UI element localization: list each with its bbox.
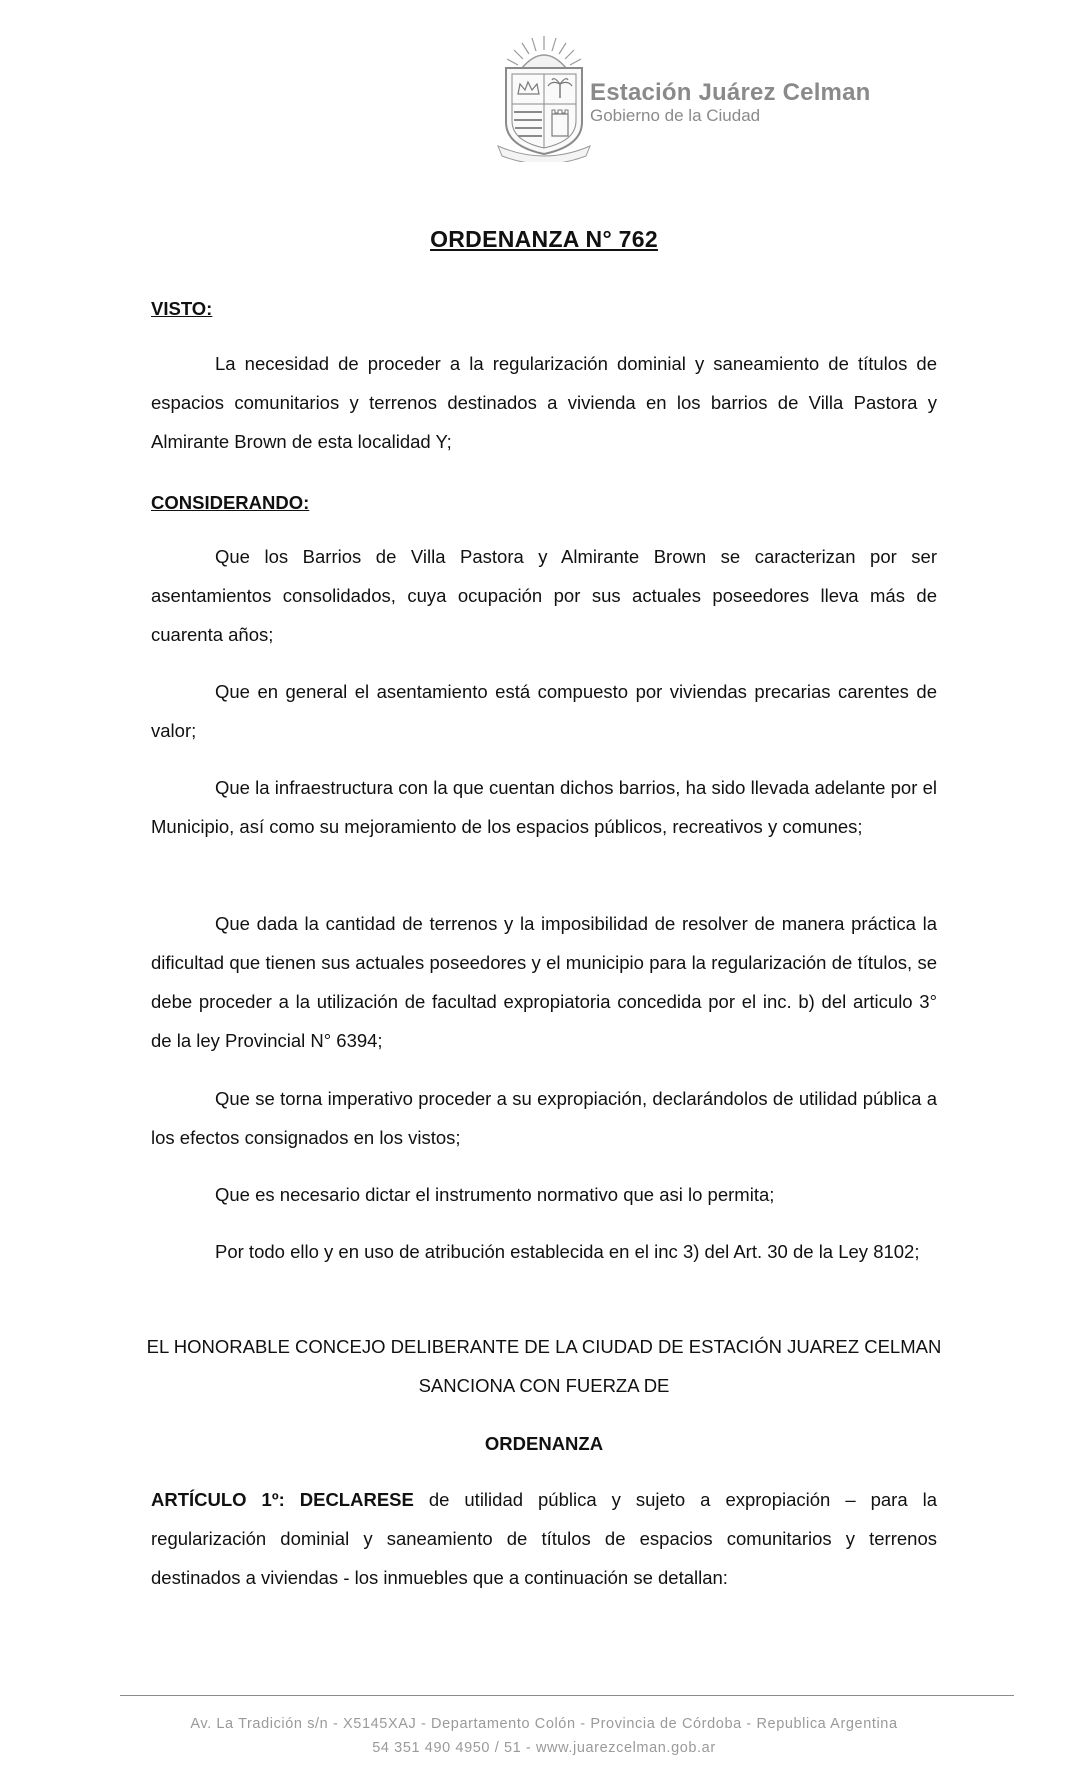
considerando-paragraph: Que dada la cantidad de terrenos y la imposibilidad de resolver de manera práctica la dificultad que tienen sus actuales poseedores y el municipio para la regularización de títulos, se debe proceder a la utilización de facultad expropiatoria concedida por el inc. b) del articulo 3° de la ley Provincial N° 6394; (151, 913, 937, 1051)
considerando-paragraph-1-block (151, 537, 937, 654)
brand-subtitle: Gobierno de la Ciudad (590, 106, 761, 125)
visto-heading-block (151, 289, 937, 328)
considerando-paragraph: Por todo ello y en uso de atribución establecida en el inc 3) del Art. 30 de la Ley 8102; (215, 1241, 920, 1262)
considerando-paragraph: Que es necesario dictar el instrumento normativo que asi lo permita; (215, 1184, 775, 1205)
footer-address: Av. La Tradición s/n - X5145XAJ - Departamento Colón - Provincia de Córdoba - Republica Argentina (190, 1716, 898, 1732)
sanction-line-1: EL HONORABLE CONCEJO DELIBERANTE DE LA CIUDAD DE ESTACIÓN JUAREZ CELMAN (146, 1336, 942, 1357)
considerando-heading-block (151, 483, 937, 522)
sanction-line-2: SANCIONA CON FUERZA DE (418, 1375, 670, 1396)
visto-heading: VISTO: (151, 298, 213, 319)
considerando-paragraph-4-block (151, 904, 937, 1060)
considerando-paragraph: Que se torna imperativo proceder a su expropiación, declarándolos de utilidad pública a los efectos consignados en los vistos; (151, 1088, 937, 1148)
article-1 (151, 1480, 937, 1597)
considerando-paragraph: Que en general el asentamiento está compuesto por viviendas precarias carentes de valor; (151, 681, 937, 741)
considerando-paragraph-3-block (151, 768, 937, 846)
considerando-paragraph-6-block (151, 1175, 937, 1214)
article-1-text: de utilidad pública y sujeto a expropiación – para la regularización dominial y saneamiento de títulos de espacios comunitarios y terrenos destinados a viviendas - los inmuebles que a continuación se detallan: (151, 1489, 937, 1588)
considerando-paragraph-7-block (151, 1232, 937, 1271)
brand-block (590, 80, 871, 126)
footer-divider (120, 1695, 1014, 1696)
article-1-paragraph (151, 1480, 937, 1597)
sanction-block (120, 1327, 968, 1405)
article-1-verb: DECLARESE (299, 1489, 414, 1510)
footer-contact: 54 351 490 4950 / 51 - www.juarezcelman.gob.ar (372, 1740, 716, 1756)
considerando-paragraph: Que los Barrios de Villa Pastora y Almirante Brown se caracterizan por ser asentamientos consolidados, cuya ocupación por sus actuales poseedores lleva más de cuarenta años; (151, 546, 937, 645)
considerando-heading: CONSIDERANDO: (151, 492, 310, 513)
article-1-label: ARTÍCULO 1º: (151, 1489, 285, 1510)
considerando-paragraph: Que la infraestructura con la que cuentan dichos barrios, ha sido llevada adelante por el Municipio, así como su mejoramiento de los espacios públicos, recreativos y comunes; (151, 777, 937, 837)
brand-name: Estación Juárez Celman (590, 79, 871, 106)
city-seal-icon (492, 34, 596, 162)
considerando-paragraph-2-block (151, 672, 937, 750)
document-title: ORDENANZA N° 762 (430, 226, 658, 252)
ordenanza-heading: ORDENANZA (484, 1433, 604, 1454)
ordenanza-heading-block (120, 1424, 968, 1463)
considerando-paragraph-5-block (151, 1079, 937, 1157)
visto-paragraph: La necesidad de proceder a la regularización dominial y saneamiento de títulos de espacios comunitarios y terrenos destinados a vivienda en los barrios de Villa Pastora y Almirante Brown de esta localidad Y; (151, 353, 937, 452)
header-logo (488, 34, 928, 164)
visto-section (151, 344, 937, 461)
